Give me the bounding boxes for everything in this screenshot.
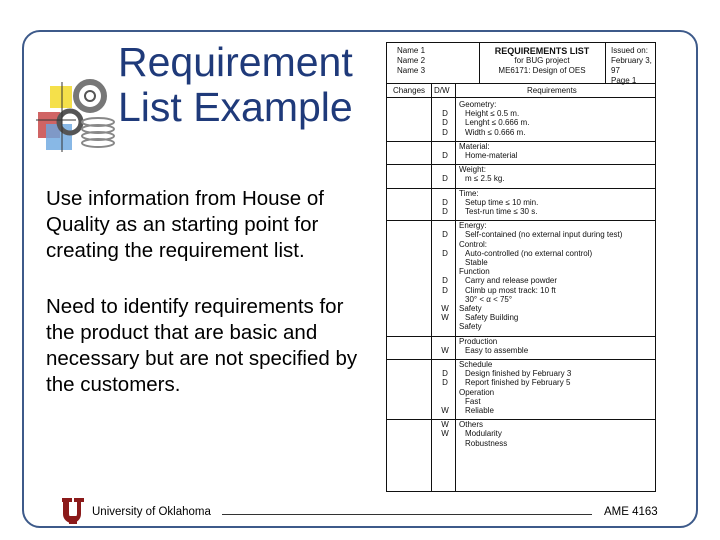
requirement-line: Easy to assemble (465, 345, 529, 355)
document-project: for BUG project (514, 56, 570, 65)
dw-mark: D (442, 206, 448, 216)
requirement-line: Safety (459, 303, 482, 313)
section-divider (387, 164, 655, 165)
requirement-line: Energy: (459, 221, 487, 231)
section-divider (387, 188, 655, 189)
column-changes: Changes (393, 86, 426, 95)
university-logo-icon (58, 494, 88, 526)
requirement-line: Material: (459, 141, 490, 151)
requirement-text (459, 421, 507, 449)
document-header (387, 43, 655, 84)
footer-university: University of Oklahoma (92, 506, 211, 518)
gears-logo-icon (36, 72, 122, 158)
dw-mark: D (442, 285, 448, 295)
requirement-line: Climb up most track: 10 ft (465, 285, 556, 295)
dw-mark: D (442, 127, 448, 137)
document-title (477, 46, 607, 76)
requirement-line: Control: (459, 239, 488, 249)
dw-mark: W (441, 406, 449, 415)
page-number: Page 1 (611, 76, 637, 85)
issued-info (611, 46, 655, 86)
header-divider (605, 43, 606, 83)
dw-mark: D (442, 109, 448, 119)
dw-mark: D (442, 230, 448, 240)
dw-mark: D (442, 248, 448, 258)
paragraph-identify-requirements: Need to identify requirements for the product that are basic and necessary but are not specified by the customers. (46, 295, 358, 396)
requirement-line: Time: (459, 188, 479, 198)
body-text (46, 186, 376, 428)
requirement-line: Auto-controlled (no external control) (465, 248, 593, 258)
author-name: Name 1 (397, 46, 426, 55)
section-divider (387, 359, 655, 360)
dw-mark: W (441, 313, 449, 323)
header-divider (479, 43, 480, 83)
dw-mark: W (441, 429, 449, 439)
requirements-list-document (386, 42, 656, 492)
requirement-text (459, 222, 622, 332)
requirement-line: Lenght ≤ 0.666 m. (465, 118, 530, 128)
title-line-2: List Example (118, 84, 353, 130)
title-line-1: Requirement (118, 39, 353, 85)
requirement-line: Setup time ≤ 10 min. (465, 197, 539, 207)
requirement-line: Test-run time ≤ 30 s. (465, 206, 538, 216)
section-divider (387, 336, 655, 337)
footer-divider (222, 514, 592, 515)
dw-mark: D (442, 174, 448, 184)
requirement-line: Home-material (465, 150, 518, 160)
requirement-text (459, 143, 517, 161)
requirement-text (459, 361, 571, 416)
document-course: ME6171: Design of OES (498, 66, 586, 75)
dw-mark: D (442, 276, 448, 286)
requirement-line: Others (459, 420, 484, 430)
column-divider (431, 83, 432, 491)
requirement-line: m ≤ 2.5 kg. (465, 174, 505, 184)
footer-course-code: AME 4163 (604, 506, 658, 518)
dw-mark: D (442, 150, 448, 160)
column-requirements: Requirements (527, 86, 577, 95)
requirement-text (459, 101, 529, 138)
requirement-line: Geometry: (459, 100, 497, 109)
dw-mark: W (441, 303, 449, 313)
requirement-line: Stable (465, 257, 488, 267)
requirement-line: Weight: (459, 165, 486, 175)
requirement-line: Reliable (465, 405, 494, 415)
dw-mark: W (441, 420, 449, 430)
requirement-line: Robustness (465, 438, 508, 448)
requirement-line: Fast (465, 396, 481, 406)
requirement-line: Carry and release powder (465, 276, 558, 286)
author-names (397, 46, 425, 76)
issued-date: February 3, 97 (611, 56, 652, 75)
requirement-line: Safety (459, 322, 482, 332)
column-divider (455, 83, 456, 491)
dw-mark: D (442, 118, 448, 128)
requirement-line: Design finished by February 3 (465, 369, 572, 379)
requirement-line: Height ≤ 0.5 m. (465, 109, 520, 119)
author-name: Name 3 (397, 66, 426, 75)
dw-mark: D (442, 197, 448, 207)
column-dw: D/W (434, 86, 450, 95)
column-header-row (387, 83, 655, 98)
requirement-line: Modularity (465, 429, 502, 439)
requirement-text (459, 338, 528, 356)
requirement-line: Production (459, 336, 498, 346)
paragraph-house-of-quality: Use information from House of Quality as an starting point for creating the requirement list. (46, 187, 325, 262)
requirement-line: 30° < α < 75° (465, 294, 513, 304)
requirement-line: Schedule (459, 360, 493, 369)
requirement-line: Safety Building (465, 313, 519, 323)
author-name: Name 2 (397, 56, 426, 65)
section-divider (387, 419, 655, 420)
requirement-line: Operation (459, 387, 495, 397)
document-heading: REQUIREMENTS LIST (494, 46, 590, 56)
requirement-line: Self-contained (no external input during test) (465, 230, 623, 240)
section-divider (387, 220, 655, 221)
issued-label: Issued on: (611, 46, 648, 55)
slide-title (118, 40, 378, 130)
requirement-line: Width ≤ 0.666 m. (465, 127, 526, 137)
requirement-line: Report finished by February 5 (465, 378, 571, 388)
requirement-text (459, 166, 505, 184)
dw-mark: W (441, 345, 449, 355)
dw-mark: D (442, 378, 448, 388)
requirement-line: Function (459, 267, 490, 277)
section-divider (387, 141, 655, 142)
requirement-text (459, 190, 538, 218)
dw-mark: D (442, 369, 448, 379)
